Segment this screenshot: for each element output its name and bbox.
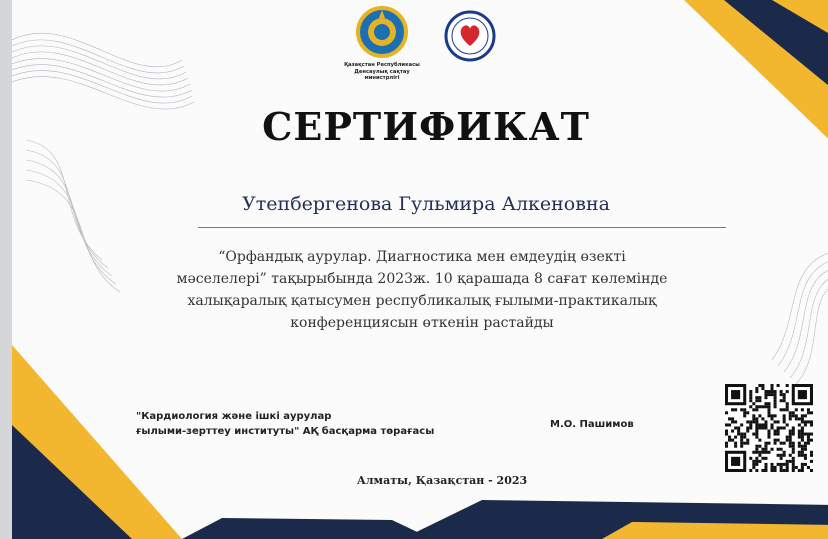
institute-signature-title: "Кардиология және ішкі аурулар ғылыми-зерттеу институты" АҚ басқарма төрағасы [136, 411, 435, 437]
heart-institute-seal-icon [444, 10, 496, 62]
left-middle-waves [26, 140, 120, 292]
right-waves [772, 250, 828, 384]
place-and-year: Алматы, Қазақстан - 2023 [356, 474, 528, 487]
certificate-title: СЕРТИФИКАТ [262, 104, 590, 149]
bottom-right-gold-strip [602, 522, 828, 539]
signer-name: М.О. Пашимов [550, 419, 634, 430]
qr-code-icon [725, 384, 813, 472]
emblem-caption: Қазақстан Республикасы Денсаулық сақтау министрлігі [344, 62, 420, 81]
state-emblem-icon [356, 6, 408, 58]
recipient-name: Утепбергенова Гульмира Алкеновна [242, 193, 610, 215]
certificate-body: “Орфандық аурулар. Диагностика мен емдеудің өзекті мәселелері” тақырыбында 2023ж. 10 қарашада 8 сағат көлемінде халықаралық қатысумен республикалық ғылыми-практикалық конференциясын өткенін растайды [176, 249, 668, 331]
recipient-underline [198, 227, 726, 228]
bottom-mid-navy-strip [182, 518, 432, 539]
top-left-waves [12, 33, 194, 109]
